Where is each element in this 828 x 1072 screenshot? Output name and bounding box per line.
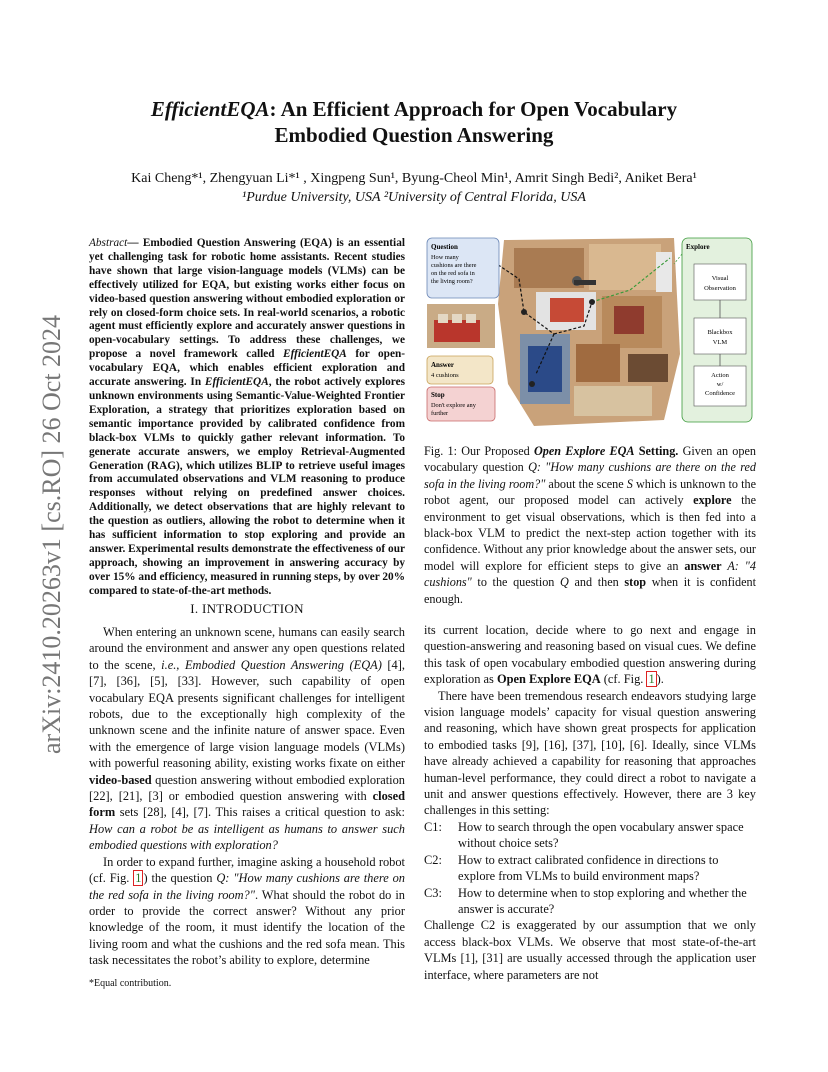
intro-right-column — [424, 622, 756, 983]
explore-title: Explore — [686, 243, 710, 251]
affiliations: ¹Purdue University, USA ²University of Central Florida, USA — [242, 190, 586, 205]
paragraph: There have been tremendous research endeavors studying large vision language models’ capacity for visual question answering and reasoning, which have shown great prospects for application to embodied tasks [9], [16], [37], [10], [6]. Ideally, since VLMs have already achieved a capability for reasoning that approaches human-level performance, they could direct a robot to navigate a unit and answer questions effectively. However, there are 3 key challenges in this setting: — [424, 688, 756, 818]
question-line-3: on the red sofa in — [431, 270, 475, 277]
box-action-1: Action — [711, 372, 729, 379]
question-line-4: the living room? — [431, 278, 473, 285]
question-title: Question — [431, 243, 458, 251]
challenge-item: C1: How to search through the open vocabulary answer space without choice sets? — [424, 819, 744, 851]
figure-ref-link[interactable]: 1 — [648, 672, 655, 687]
answer-title: Answer — [431, 361, 454, 369]
challenge-item: C2: How to extract calibrated confidence in directions to explore from VLMs to build environment maps? — [424, 852, 719, 884]
challenge-item: C3: How to determine when to stop exploring and whether the answer is accurate? — [424, 885, 747, 916]
figure-1 — [424, 234, 756, 430]
paragraph: When entering an unknown scene, humans can easily search around the environment and answer any open questions related to the scene, i.e., Embodied Question Answering (EQA) [4], [7], [36], [5], [33]. However, such capability of open vocabulary EQA presents significant challenges for intelligent robots, due to the exceptionally high complexity of the unknown scene and the infinite nature of answer space. Even with the emergence of large vision language models (VLMs) with powerful reasoning ability, existing works fixate on either video-based question answering without embodied exploration [22], [21], [3] or embodied question answering with closed form sets [28], [4], [7]. This raises a critical question to ask: How can a robot be as intelligent as humans to answer such embodied questions with exploration? — [89, 625, 405, 853]
paragraph: In order to expand further, imagine asking a household robot (cf. Fig. 1 ) the question Q: "How many cushions are there on the red sofa in the living room?". What should the robot do in order to provide the correct answer? Without any prior knowledge of the room, it must identify the location of the living room and what the cushions and the red sofa mean. This task necessitates the robot’s ability to explore, determine — [89, 854, 405, 968]
intro-left-column — [89, 624, 405, 969]
abstract: Abstract— Embodied Question Answering (EQA) is an essential yet challenging task for robotic home assistants. Recent studies have shown that large vision-language models (VLMs) can be effectively utilized for EQA, but existing works either focus on video-based question answering without embodied exploration or rely on closed-form choice sets. In real-world scenarios, a robotic agent must efficiently explore and accurately answer questions in open-vocabulary settings. To address these challenges, we propose a novel framework called EfficientEQA for open-vocabulary EQA, which enables efficient exploration and accurate answering. In EfficientEQA, the robot actively explores unknown environments using Semantic-Value-Weighted Frontier Exploration, a strategy that prioritizes exploration based on semantic importance provided by calibrated confidence from black-box VLMs to quickly gather relevant information. To generate accurate answers, we employ Retrieval-Augmented Generation (RAG), which utilizes BLIP to retrieve useful images from accumulated observations and VLM reasoning to produce responses without relying on predefined answer choices. Additionally, we detect observations that are highly relevant to the question as outliers, allowing the robot to determine when it has sufficient information to stop exploring and provide an answer. Experimental results demonstrate the effectiveness of our approach, showing an improvement in answering accuracy by over 15% and efficiency, measured in running steps, by over 20% compared to state-of-the-art methods. — [89, 237, 406, 597]
arxiv-watermark — [16, 228, 76, 758]
figure-caption: Fig. 1: Our Proposed Open Explore EQA Setting. Given an open vocabulary question Q: "How many cushions are there on the red sofa in the living room?" about the scene S which is unknown to the robot agent, our proposed model can actively explore the environment to get visual observations, which is then fed into a black-box VLM to predict the next-step action together with its confidence. Without any prior knowledge about the answer sets, our model will explore for efficient steps to give an answer A: "4 cushions" to the question Q and then stop when it is confident enough. — [424, 444, 757, 606]
answer-text: 4 cushions — [431, 372, 459, 379]
box-visual-1: Visual — [711, 275, 729, 282]
author-list: Kai Cheng*¹, Zhengyuan Li*¹ , Xingpeng Sun¹, Byung-Cheol Min¹, Amrit Singh Bedi², Aniket Bera¹ — [131, 171, 697, 186]
paragraph: its current location, decide where to go next and engage in question-answering and reasoning based on visual cues. We define this task of open vocabulary embodied question answering during exploration as Open Explore EQA (cf. Fig. 1 ). — [424, 623, 756, 687]
stop-line-2: further — [431, 410, 449, 417]
arxiv-id: arXiv:2410.20263v1 [cs.RO] 26 Oct 2024 — [37, 314, 66, 754]
box-action-2: w/ — [716, 381, 724, 388]
box-vlm-1: Blackbox — [707, 329, 733, 336]
question-line-2: cushions are there — [431, 262, 477, 269]
footnote: *Equal contribution. — [89, 978, 172, 989]
box-vlm-2: VLM — [712, 339, 728, 346]
section-heading: I. INTRODUCTION — [190, 601, 304, 616]
paper-title: EfficientEQA: An Efficient Approach for Open Vocabulary Embodied Question Answering — [150, 97, 678, 147]
box-visual-2: Observation — [704, 285, 736, 292]
floorplan-image — [498, 238, 680, 426]
box-action-3: Confidence — [705, 390, 735, 397]
stop-title: Stop — [431, 391, 445, 399]
paragraph: Challenge C2 is exaggerated by our assumption that we only access black-box VLMs. We observe that most state-of-the-art VLMs [1], [31] are usually accessed through the application user interface, where parameters are not — [424, 918, 756, 982]
question-line-1: How many — [431, 254, 459, 261]
stop-line-1: Don't explore any — [431, 402, 476, 409]
figure-ref-link[interactable]: 1 — [135, 871, 142, 886]
